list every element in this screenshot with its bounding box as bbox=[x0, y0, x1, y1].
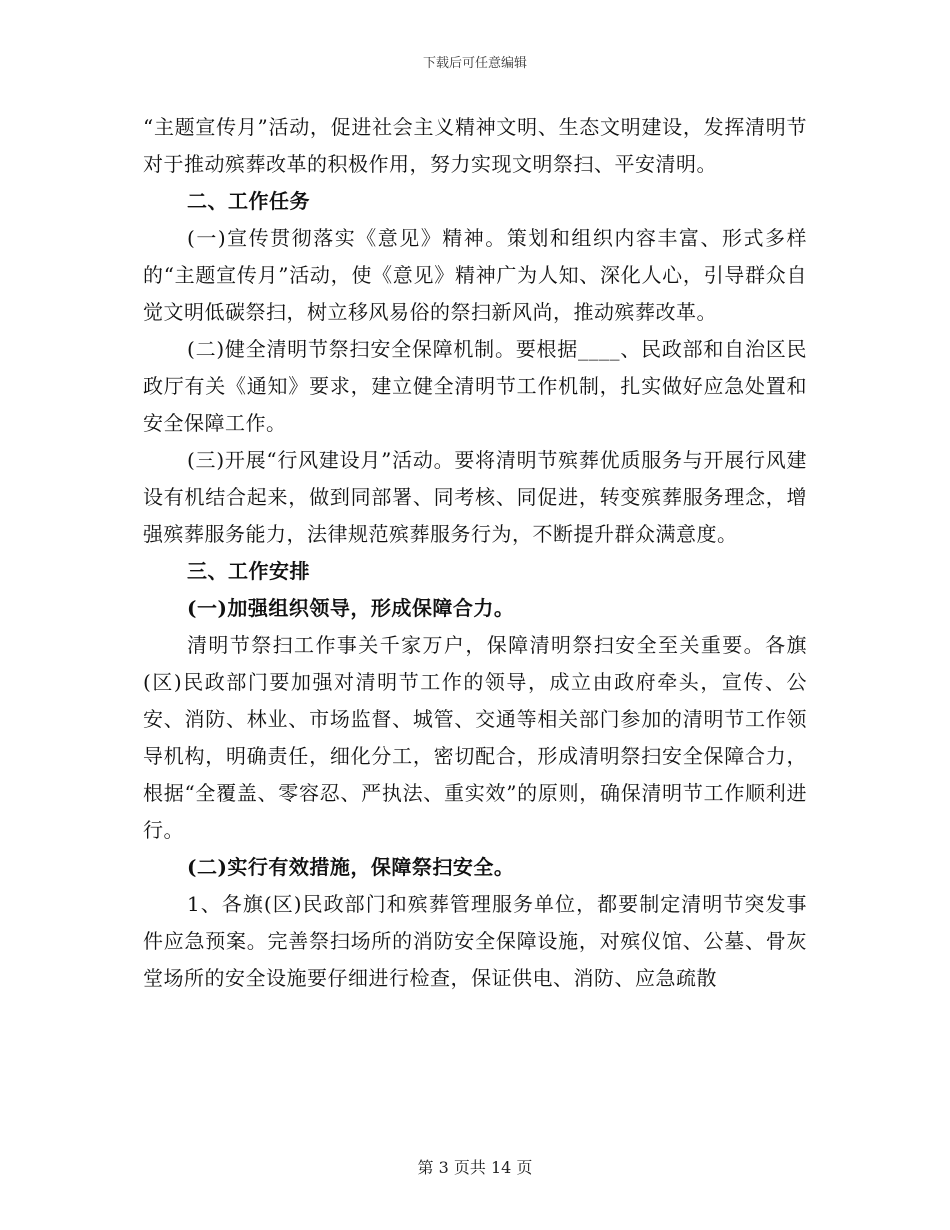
paragraph-task-1: (一)宣传贯彻落实《意见》精神。策划和组织内容丰富、形式多样的“主题宣传月”活动，使《意见》精神广为人知、深化人心，引导群众自觉文明低碳祭扫，树立移风易俗的祭扫新风尚，推动殡葬改革。 bbox=[143, 226, 807, 324]
document-body bbox=[143, 109, 807, 997]
subheading-safety-measures: (二)实行有效措施，保障祭扫安全。 bbox=[187, 855, 515, 879]
paragraph-organization: 清明节祭扫工作事关千家万户，保障清明祭扫安全至关重要。各旗(区)民政部门要加强对清明节工作的领导，成立由政府牵头，宣传、公安、消防、林业、市场监督、城管、交通等相关部门参加的清明节工作领导机构，明确责任，细化分工，密切配合，形成清明祭扫安全保障合力，根据“全覆盖、零容忍、严执法、重实效”的原则，确保清明节工作顺利进行。 bbox=[143, 633, 807, 842]
subheading-organization: (一)加强组织领导，形成保障合力。 bbox=[187, 596, 515, 620]
paragraph-safety-measures: 1、各旗(区)民政部门和殡葬管理服务单位，都要制定清明节突发事件应急预案。完善祭扫场所的消防安全保障设施，对殡仪馆、公墓、骨灰堂场所的安全设施要仔细进行检查，保证供电、消防、应急疏散 bbox=[143, 892, 807, 990]
section-heading-arrangements: 三、工作安排 bbox=[187, 559, 310, 583]
page-header-note: 下载后可任意编辑 bbox=[422, 56, 527, 71]
section-heading-tasks: 二、工作任务 bbox=[187, 189, 310, 213]
paragraph-task-2: (二)健全清明节祭扫安全保障机制。要根据____、民政部和自治区民政厅有关《通知》要求，建立健全清明节工作机制，扎实做好应急处置和安全保障工作。 bbox=[143, 337, 807, 435]
paragraph-intro-continued: “主题宣传月”活动，促进社会主义精神文明、生态文明建设，发挥清明节对于推动殡葬改革的积极作用，努力实现文明祭扫、平安清明。 bbox=[143, 115, 807, 176]
paragraph-task-3: (三)开展“行风建设月”活动。要将清明节殡葬优质服务与开展行风建设有机结合起来，做到同部署、同考核、同促进，转变殡葬服务理念，增强殡葬服务能力，法律规范殡葬服务行为，不断提升群众满意度。 bbox=[143, 448, 807, 546]
page-number: 第 3 页共 14 页 bbox=[417, 1158, 533, 1177]
